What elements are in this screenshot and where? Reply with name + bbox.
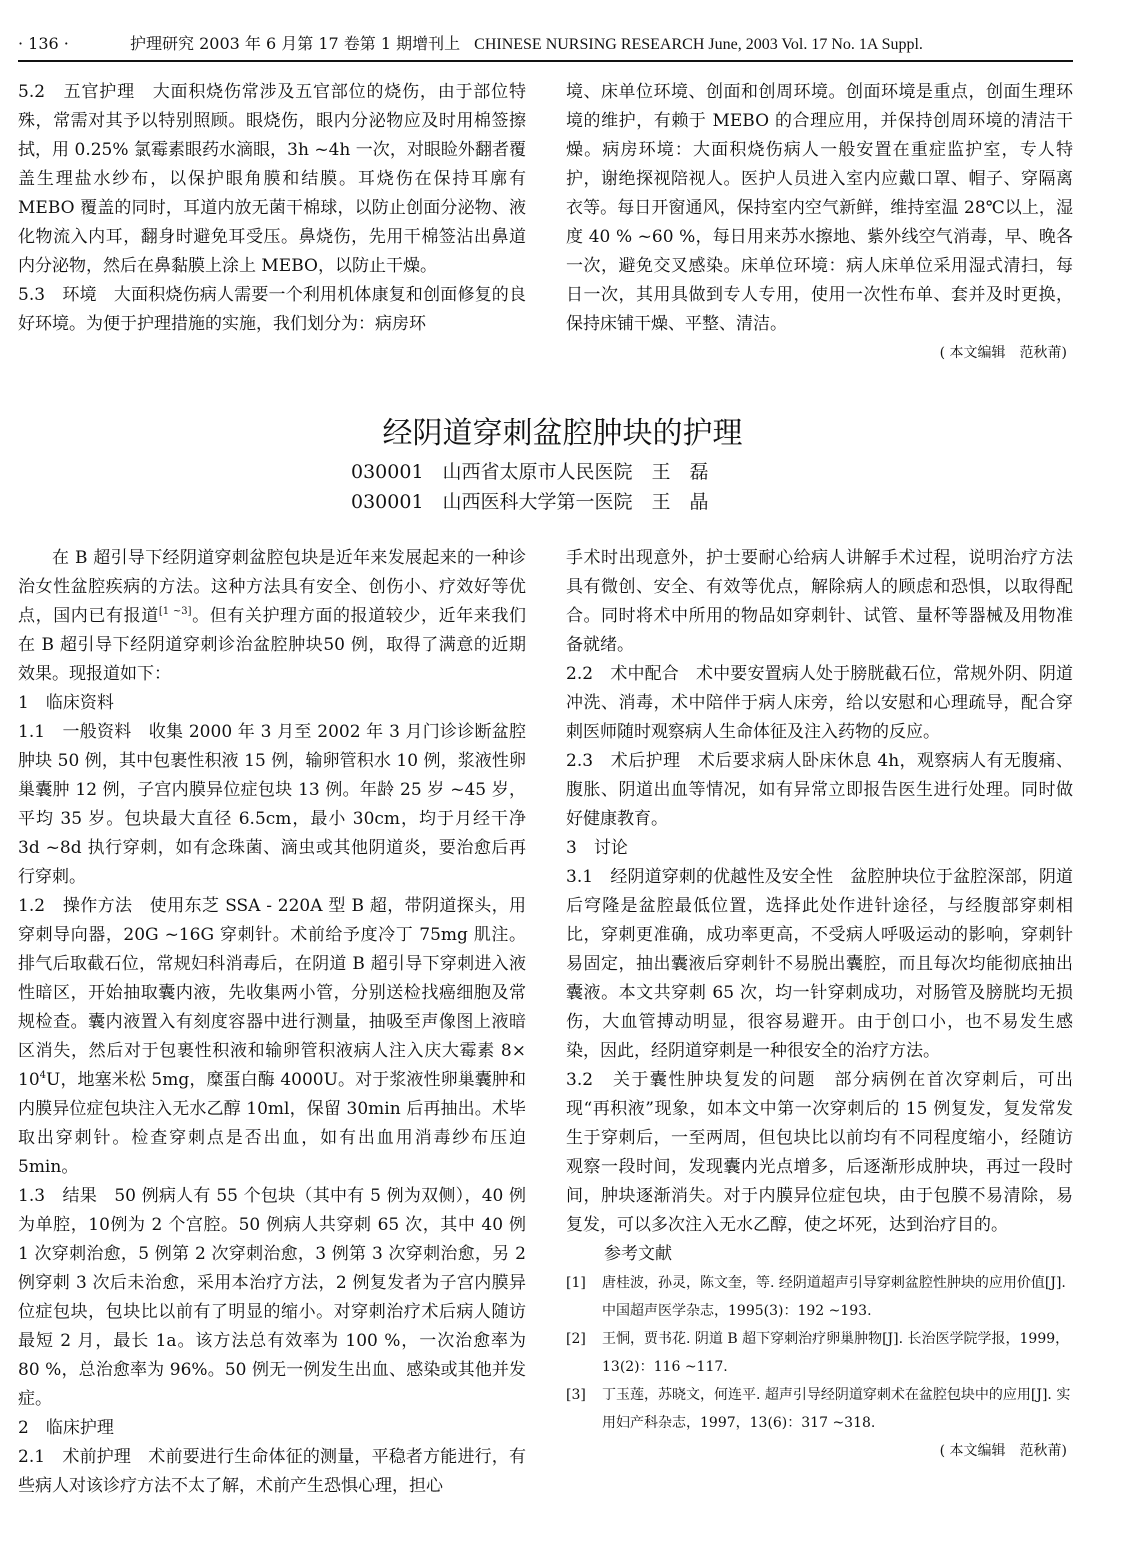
header-rule	[18, 60, 1073, 62]
prev-section-5-3-cont: 境、床单位环境、创面和创周环境。创面环境是重点，创面生理环境的维护，有赖于 MEBO 的合理应用，并保持创周环境的清洁干燥。病房环境：大面积烧伤病人一般安置在重症监护室，专人特护，谢绝探视陪视人。医护人员进入室内应戴口罩、帽子、穿隔离衣等。每日开窗通风，保持室内空气新鲜，维持室温 28℃以上，湿度 40 % ~60 %，每日用来苏水擦地、紫外线空气消毒，早、晚各一次，避免交叉感染。床单位环境：病人床单位采用湿式清扫，每日一次，其用具做到专人专用，使用一次性布单、套并及时更换，保持床铺干燥、平整、清洁。	[566, 82, 1073, 334]
section-3-heading: 3 讨论	[566, 838, 628, 858]
section-1-2-text-a: 1.2 操作方法 使用东芝 SSA - 220A 型 B 超，带阴道探头，用穿刺导向器，20G ~16G 穿刺针。术前给予度冷丁 75mg 肌注。排气后取截石位，常规妇科消毒后，在阴道 B 超引导下穿刺进入液性暗区，开始抽取囊内液，先收集两小管，分别送检找癌细胞及常规检查。囊内液置入有刻度容器中进行测量，抽吸至声像图上液暗区消失，然后对于包裹性积液和输卵管积液病人注入庆大霉素 8× 10	[18, 896, 526, 1090]
reference-number: [1]	[566, 1275, 586, 1291]
intro-text-a: 在 B 超引导下经阴道穿刺盆腔包块是近年来发展起来的一种诊治女性盆腔疾病的方法。这种方法具有安全、创伤小、疗效好等优点，国内已有报道	[18, 548, 526, 626]
intro-paragraph	[18, 544, 526, 689]
prev-editor-note: ( 本文编辑 范秋莆)	[939, 345, 1067, 361]
section-1-1: 1.1 一般资料 收集 2000 年 3 月至 2002 年 3 月门诊诊断盆腔肿块 50 例，其中包裹性积液 15 例，输卵管积水 10 例，浆液性卵巢囊肿 12 例，子宫内膜异位症包块 13 例。年龄 25 岁 ~45 岁，平均 35 岁。包块最大直径 6.5cm，最小 30cm，均于月经干净 3d ~8d 执行穿刺，如有念珠菌、滴虫或其他阴道炎，要治愈后再行穿刺。	[18, 722, 526, 887]
reference-item	[566, 1269, 1073, 1325]
journal-title-en: CHINESE NURSING RESEARCH June, 2003 Vol. 17 No. 1A Suppl.	[474, 36, 923, 53]
prev-article-right-column	[566, 78, 1073, 368]
reference-item	[566, 1381, 1073, 1437]
section-1-2	[18, 892, 526, 1182]
section-3-2: 3.2 关于囊性肿块复发的问题 部分病例在首次穿刺后，可出现“再积液”现象，如本文中第一次穿刺后的 15 例复发，复发常发生于穿刺后，一至两周，但包块比以前均有不同程度缩小，经随访观察一段时间，发现囊内光点增多，后逐渐形成肿块，再过一段时间，肿块逐渐消失。对于内膜异位症包块，由于包膜不易清除，易复发，可以多次注入无水乙醇，使之坏死，达到治疗目的。	[566, 1070, 1073, 1235]
section-1-2-text-b: U，地塞米松 5mg，糜蛋白酶 4000U。对于浆液性卵巢囊肿和内膜异位症包块注入无水乙醇 10ml，保留 30min 后再抽出。术毕取出穿刺针。检查穿刺点是否出血，如有出血用消毒纱布压迫 5min。	[18, 1070, 526, 1177]
section-2-3: 2.3 术后护理 术后要求病人卧床休息 4h，观察病人有无腹痛、腹胀、阴道出血等情况，如有异常立即报告医生进行处理。同时做好健康教育。	[566, 751, 1073, 829]
reference-number: [3]	[566, 1387, 586, 1403]
reference-text: 王恫，贾书花. 阴道 B 超下穿刺治疗卵巢肿物[J]. 长治医学院学报，1999，13(2)：116 ~117.	[602, 1331, 1070, 1375]
running-header	[18, 30, 1070, 58]
intro-text-b: 。但有关护理方面的报道较少，近年来我们在 B 超引导下经阴道穿刺诊治盆腔肿块50 例，取得了满意的近期效果。现报道如下：	[18, 606, 527, 684]
citation-1-3: [1 ~3]	[158, 606, 192, 617]
section-2-2: 2.2 术中配合 术中要安置病人处于膀胱截石位，常规外阴、阴道冲洗、消毒，术中陪伴于病人床旁，给以安慰和心理疏导，配合穿刺医师随时观察病人生命体征及注入药物的反应。	[566, 664, 1073, 742]
page-number: · 136 ·	[18, 34, 69, 53]
section-2-1-cont: 手术时出现意外，护士要耐心给病人讲解手术过程，说明治疗方法具有微创、安全、有效等优点，解除病人的顾虑和恐惧，以取得配合。同时将术中所用的物品如穿刺针、试管、量杯等器械及用物准备就绪。	[566, 548, 1073, 655]
main-left-column	[18, 544, 526, 1501]
author-affiliation-1: 030001 山西省太原市人民医院 王 磊	[351, 461, 709, 483]
article-title: 经阴道穿刺盆腔肿块的护理	[382, 416, 743, 451]
main-right-column	[566, 544, 1073, 1466]
exponent: 4	[39, 1070, 47, 1081]
section-1-heading: 1 临床资料	[18, 693, 114, 713]
editor-note: ( 本文编辑 范秋莆)	[939, 1443, 1067, 1459]
section-3-1: 3.1 经阴道穿刺的优越性及安全性 盆腔肿块位于盆腔深部，阴道后穹隆是盆腔最低位置，选择此处作进针途径，与经腹部穿刺相比，穿刺更准确，成功率更高，不受病人呼吸运动的影响，穿刺针易固定，抽出囊液后穿刺针不易脱出囊腔，而且每次均能彻底抽出囊液。本文共穿刺 65 次，均一针穿刺成功，对肠管及膀胱均无损伤，大血管搏动明显，很容易避开。由于创口小，也不易发生感染，因此，经阴道穿刺是一种很安全的治疗方法。	[566, 867, 1073, 1061]
section-1-3: 1.3 结果 50 例病人有 55 个包块（其中有 5 例为双侧），40 例为单腔，10例为 2 个宫腔。50 例病人共穿刺 65 次，其中 40 例 1 次穿刺治愈，5 例第 2 次穿刺治愈，3 例第 3 次穿刺治愈，另 2 例穿刺 3 次后未治愈，采用本治疗方法，2 例复发者为子宫内膜异位症包块，包块比以前有了明显的缩小。对穿刺治疗术后病人随访最短 2 月，最长 1a。该方法总有效率为 100 %，一次治愈率为 80 %，总治愈率为 96%。50 例无一例发生出血、感染或其他并发症。	[18, 1186, 526, 1409]
prev-section-5-3: 5.3 环境 大面积烧伤病人需要一个利用机体康复和创面修复的良好环境。为便于护理措施的实施，我们划分为：病房环	[18, 285, 526, 334]
reference-text: 唐桂波，孙灵，陈文奎，等. 经阴道超声引导穿刺盆腔性肿块的应用价值[J]. 中国超声医学杂志，1995(3)：192 ~193.	[602, 1275, 1066, 1319]
reference-item	[566, 1325, 1073, 1381]
section-2-heading: 2 临床护理	[18, 1418, 114, 1438]
prev-section-5-2: 5.2 五官护理 大面积烧伤常涉及五官部位的烧伤，由于部位特殊，常需对其予以特别照顾。眼烧伤，眼内分泌物应及时用棉签擦拭，用 0.25% 氯霉素眼药水滴眼，3h ~4h 一次，对眼睑外翻者覆盖生理盐水纱布，以保护眼角膜和结膜。耳烧伤在保持耳廓有 MEBO 覆盖的同时，耳道内放无菌干棉球，以防止创面分泌物、液化物流入内耳，翻身时避免耳受压。鼻烧伤，先用干棉签沾出鼻道内分泌物，然后在鼻黏膜上涂上 MEBO，以防止干燥。	[18, 82, 526, 276]
reference-number: [2]	[566, 1331, 586, 1347]
reference-text: 丁玉莲，苏晓文，何连平. 超声引导经阴道穿刺术在盆腔包块中的应用[J]. 实用妇产科杂志，1997，13(6)：317 ~318.	[602, 1387, 1071, 1431]
prev-article-left-column	[18, 78, 526, 339]
journal-title-cn: 护理研究 2003 年 6 月第 17 卷第 1 期增刊上	[130, 34, 461, 53]
references-heading: 参考文献	[604, 1244, 672, 1264]
author-affiliation-2: 030001 山西医科大学第一医院 王 晶	[351, 491, 709, 513]
section-2-1: 2.1 术前护理 术前要进行生命体征的测量，平稳者方能进行，有些病人对该诊疗方法不太了解，术前产生恐惧心理，担心	[18, 1447, 526, 1496]
